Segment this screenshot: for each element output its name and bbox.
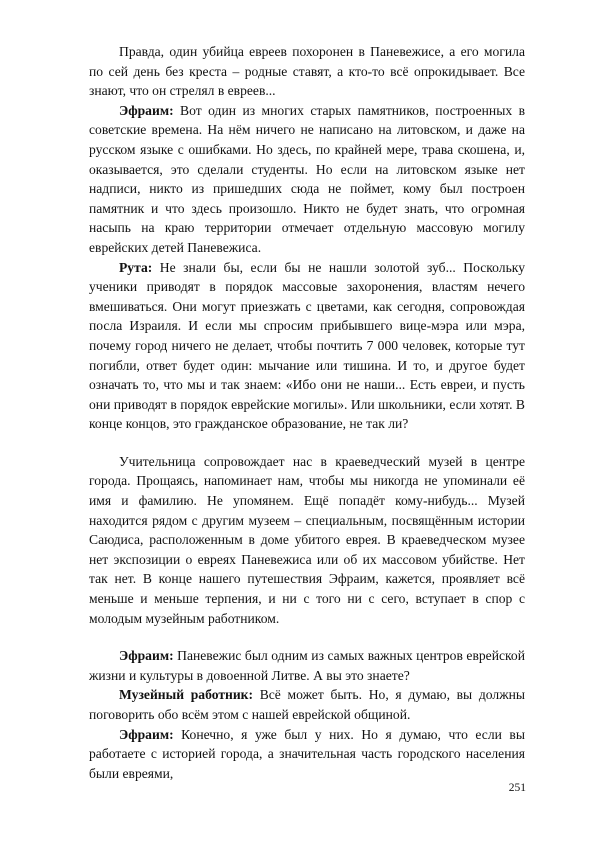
paragraph-4-text: Учительница сопровождает нас в краеведческий музей в центре города. Прощаясь, напоминает нам, чтобы мы никогда не упоминали её имя и фамилию. Не упомянем. Ещё попадёт кому-нибудь... Музей находится рядом с другим музеем – специальным, посвящённым истории Саюдиса, расположенным в доме убитого еврея. В краеведческом музее нет экспозиции о евреях Паневежиса или об их массовом убийстве. Нет так нет. В конце нашего путешествия Эфраим, кажется, проявляет всё меньше и меньше терпения, и ни с того ни с сего, вступает в спор с молодым музейным работником. xyxy=(89,453,525,626)
paragraph-spacer xyxy=(89,628,525,646)
page-number: 251 xyxy=(508,782,526,794)
speaker-efraim: Эфраим: xyxy=(119,102,174,118)
speaker-efraim: Эфраим: xyxy=(119,726,174,742)
document-page xyxy=(89,42,525,783)
paragraph-1 xyxy=(89,42,525,101)
paragraph-2 xyxy=(89,101,525,258)
speaker-museum-worker: Музейный работник: xyxy=(119,687,254,703)
paragraph-spacer xyxy=(89,434,525,452)
paragraph-5 xyxy=(89,646,525,685)
paragraph-1-text: Правда, один убийца евреев похоронен в Паневежисе, а его могила по сей день без креста – родные ставят, а кто-то всё опрокидывает. Все знают, что он стрелял в евреев... xyxy=(89,44,525,99)
speaker-ruta: Рута: xyxy=(119,259,153,275)
paragraph-2-text: Вот один из многих старых памятников, построенных в советские времена. На нём ничего не написано на литовском, и даже на русском языке с ошибками. Но здесь, по крайней мере, трава скошена, и, оказывается, это сделали студенты. Но если на литовском языке нет надписи, никто из пришедших сюда не поймет, кому был построен памятник и что здесь произошло. Никто не будет знать, что огромная насыпь на краю территории отмечает отдельную массовую могилу еврейских детей Паневежиса. xyxy=(89,102,525,255)
paragraph-3 xyxy=(89,258,525,434)
paragraph-7 xyxy=(89,725,525,784)
paragraph-4 xyxy=(89,452,525,628)
paragraph-3-text: Не знали бы, если бы не нашли золотой зуб... Поскольку ученики приводят в порядок массовые захоронения, властям нечего вмешиваться. Они могут приезжать с цветами, как сегодня, сопровождая посла Израиля. И если мы спросим прибывшего вице-мэра или мэра, почему город ничего не делает, чтобы почтить 7 000 человек, которые тут погибли, ответ будет один: мычание или тишина. И то, и другое будет означать то, что мы и так знаем: «Ибо они не наши... Есть евреи, и пусть они приводят в порядок еврейские могилы». Или школьники, если хотят. В конце концов, это гражданское образование, не так ли? xyxy=(89,259,525,432)
paragraph-6 xyxy=(89,685,525,724)
speaker-efraim: Эфраим: xyxy=(119,648,174,664)
paragraph-7-text: Конечно, я уже был у них. Но я думаю, что если вы работаете с историей города, а значительная часть городского населения были евреями, xyxy=(89,726,525,781)
paragraph-6-text: Всё может быть. Но, я думаю, вы должны поговорить обо всём этом с нашей еврейской общиной. xyxy=(89,687,525,722)
paragraph-5-text: Паневежис был одним из самых важных центров еврейской жизни и культуры в довоенной Литве. А вы это знаете? xyxy=(89,648,525,683)
